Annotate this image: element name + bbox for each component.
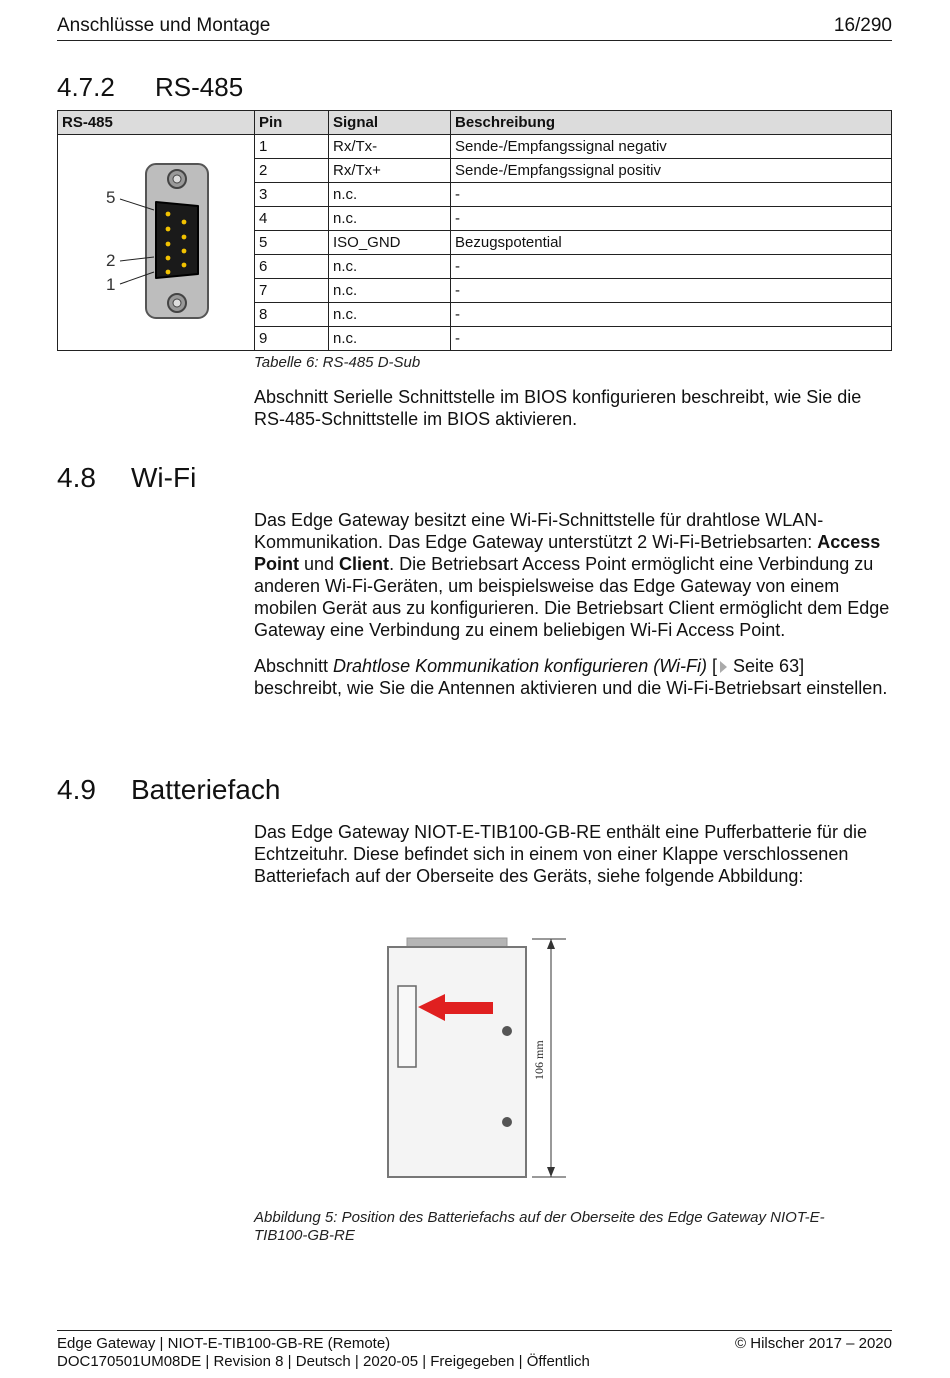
wifi-paragraph-1 xyxy=(254,509,894,641)
figure-caption: Abbildung 5: Position des Batteriefachs auf der Oberseite des Edge Gateway NIOT-E-TIB100-GB-RE xyxy=(254,1209,825,1244)
dimension-label: 106 mm xyxy=(532,1040,546,1080)
footer-product: Edge Gateway | NIOT-E-TIB100-GB-RE (Remote) xyxy=(57,1335,391,1352)
signal-cell: n.c. xyxy=(329,183,451,207)
table-header-row xyxy=(58,111,892,135)
table-header-cell: Signal xyxy=(329,111,451,135)
rs485-pin-table xyxy=(57,110,892,351)
text-run: . Die Betriebsart Access Point ermöglicht eine Verbindung zu anderen Wi-Fi-Geräten, um beispielsweise das Edge Gateway von einem mobilen Gerät aus zu konfigurieren. Die Betriebsart Client ermöglicht dem Edge Gateway eine Verbindung zu einem beliebigen Wi-Fi Access Point. xyxy=(254,554,890,640)
text-run: beschreibt, wie Sie die Antennen aktivieren und die Wi-Fi-Betriebsart einstellen. xyxy=(254,678,888,698)
page-reference[interactable]: Seite 63] xyxy=(728,656,805,676)
table-row xyxy=(58,135,892,159)
description-cell: Sende-/Empfangssignal negativ xyxy=(451,135,892,159)
bold-term-client: Client xyxy=(339,554,390,574)
description-cell: Bezugspotential xyxy=(451,231,892,255)
section-number-49: 4.9 xyxy=(57,774,96,805)
description-cell: Sende-/Empfangssignal positiv xyxy=(451,159,892,183)
cross-reference-link[interactable]: Drahtlose Kommunikation konfigurieren (Wi-Fi) xyxy=(333,656,708,676)
dsub-connector-cell xyxy=(58,135,255,351)
running-header-title: Anschlüsse und Montage xyxy=(57,15,271,36)
rs485-bios-paragraph: Abschnitt Serielle Schnittstelle im BIOS konfigurieren beschreibt, wie Sie die RS-485-Schnittstelle im BIOS aktivieren. xyxy=(254,387,862,429)
description-cell: - xyxy=(451,303,892,327)
signal-cell: n.c. xyxy=(329,279,451,303)
table-header-cell: Beschreibung xyxy=(451,111,892,135)
dsub-connector-illustration xyxy=(58,136,254,350)
pin-cell: 2 xyxy=(255,159,329,183)
description-cell: - xyxy=(451,207,892,231)
pin-cell: 3 xyxy=(255,183,329,207)
text-run: Das Edge Gateway besitzt eine Wi-Fi-Schnittstelle für drahtlose WLAN-Kommunikation. Das Edge Gateway unterstützt 2 Wi-Fi-Betriebsarten: xyxy=(254,510,824,552)
section-number-472: 4.7.2 xyxy=(57,72,115,102)
connector-label-2: 2 xyxy=(106,250,116,270)
signal-cell: n.c. xyxy=(329,207,451,231)
connector-label-5: 5 xyxy=(106,187,116,207)
pin-cell: 6 xyxy=(255,255,329,279)
signal-cell: n.c. xyxy=(329,303,451,327)
pin-cell: 9 xyxy=(255,327,329,351)
footer-copyright: © Hilscher 2017 – 2020 xyxy=(735,1335,892,1352)
wifi-text-block xyxy=(254,509,894,713)
description-cell: - xyxy=(451,279,892,303)
text-run: [ xyxy=(707,656,718,676)
header-rule xyxy=(57,40,892,41)
signal-cell: ISO_GND xyxy=(329,231,451,255)
pin-cell: 1 xyxy=(255,135,329,159)
table-header-cell: Pin xyxy=(255,111,329,135)
connector-label-1: 1 xyxy=(106,274,116,294)
battery-compartment-figure xyxy=(380,934,580,1184)
table-header-cell: RS-485 xyxy=(58,111,255,135)
description-cell: - xyxy=(451,183,892,207)
pin-cell: 7 xyxy=(255,279,329,303)
section-number-48: 4.8 xyxy=(57,462,96,493)
signal-cell: n.c. xyxy=(329,255,451,279)
signal-cell: n.c. xyxy=(329,327,451,351)
pin-cell: 8 xyxy=(255,303,329,327)
page-number: 16/290 xyxy=(833,15,892,36)
pin-cell: 5 xyxy=(255,231,329,255)
section-title-472: RS-485 xyxy=(155,72,244,102)
description-cell: - xyxy=(451,255,892,279)
footer-rule xyxy=(57,1330,892,1331)
footer-document-info: DOC170501UM08DE | Revision 8 | Deutsch | 2020-05 | Freigegeben | Öffentlich xyxy=(57,1353,590,1370)
page-reference-icon xyxy=(720,661,727,673)
bold-term-access-point: Access Point xyxy=(254,532,881,574)
text-run: Abschnitt xyxy=(254,656,334,676)
signal-cell: Rx/Tx- xyxy=(329,135,451,159)
section-title-48: Wi-Fi xyxy=(131,462,197,493)
table-caption: Tabelle 6: RS-485 D-Sub xyxy=(254,354,421,371)
text-run: und xyxy=(299,554,340,574)
wifi-paragraph-2 xyxy=(254,655,894,699)
battery-paragraph: Das Edge Gateway NIOT-E-TIB100-GB-RE enthält eine Pufferbatterie für die Echtzeituhr. Diese befindet sich in einem von einer Klappe verschlossenen Batteriefach auf der Oberseite des Geräts, siehe folgende Abbildung: xyxy=(254,822,867,886)
description-cell: - xyxy=(451,327,892,351)
signal-cell: Rx/Tx+ xyxy=(329,159,451,183)
section-title-49: Batteriefach xyxy=(131,774,281,805)
pin-cell: 4 xyxy=(255,207,329,231)
